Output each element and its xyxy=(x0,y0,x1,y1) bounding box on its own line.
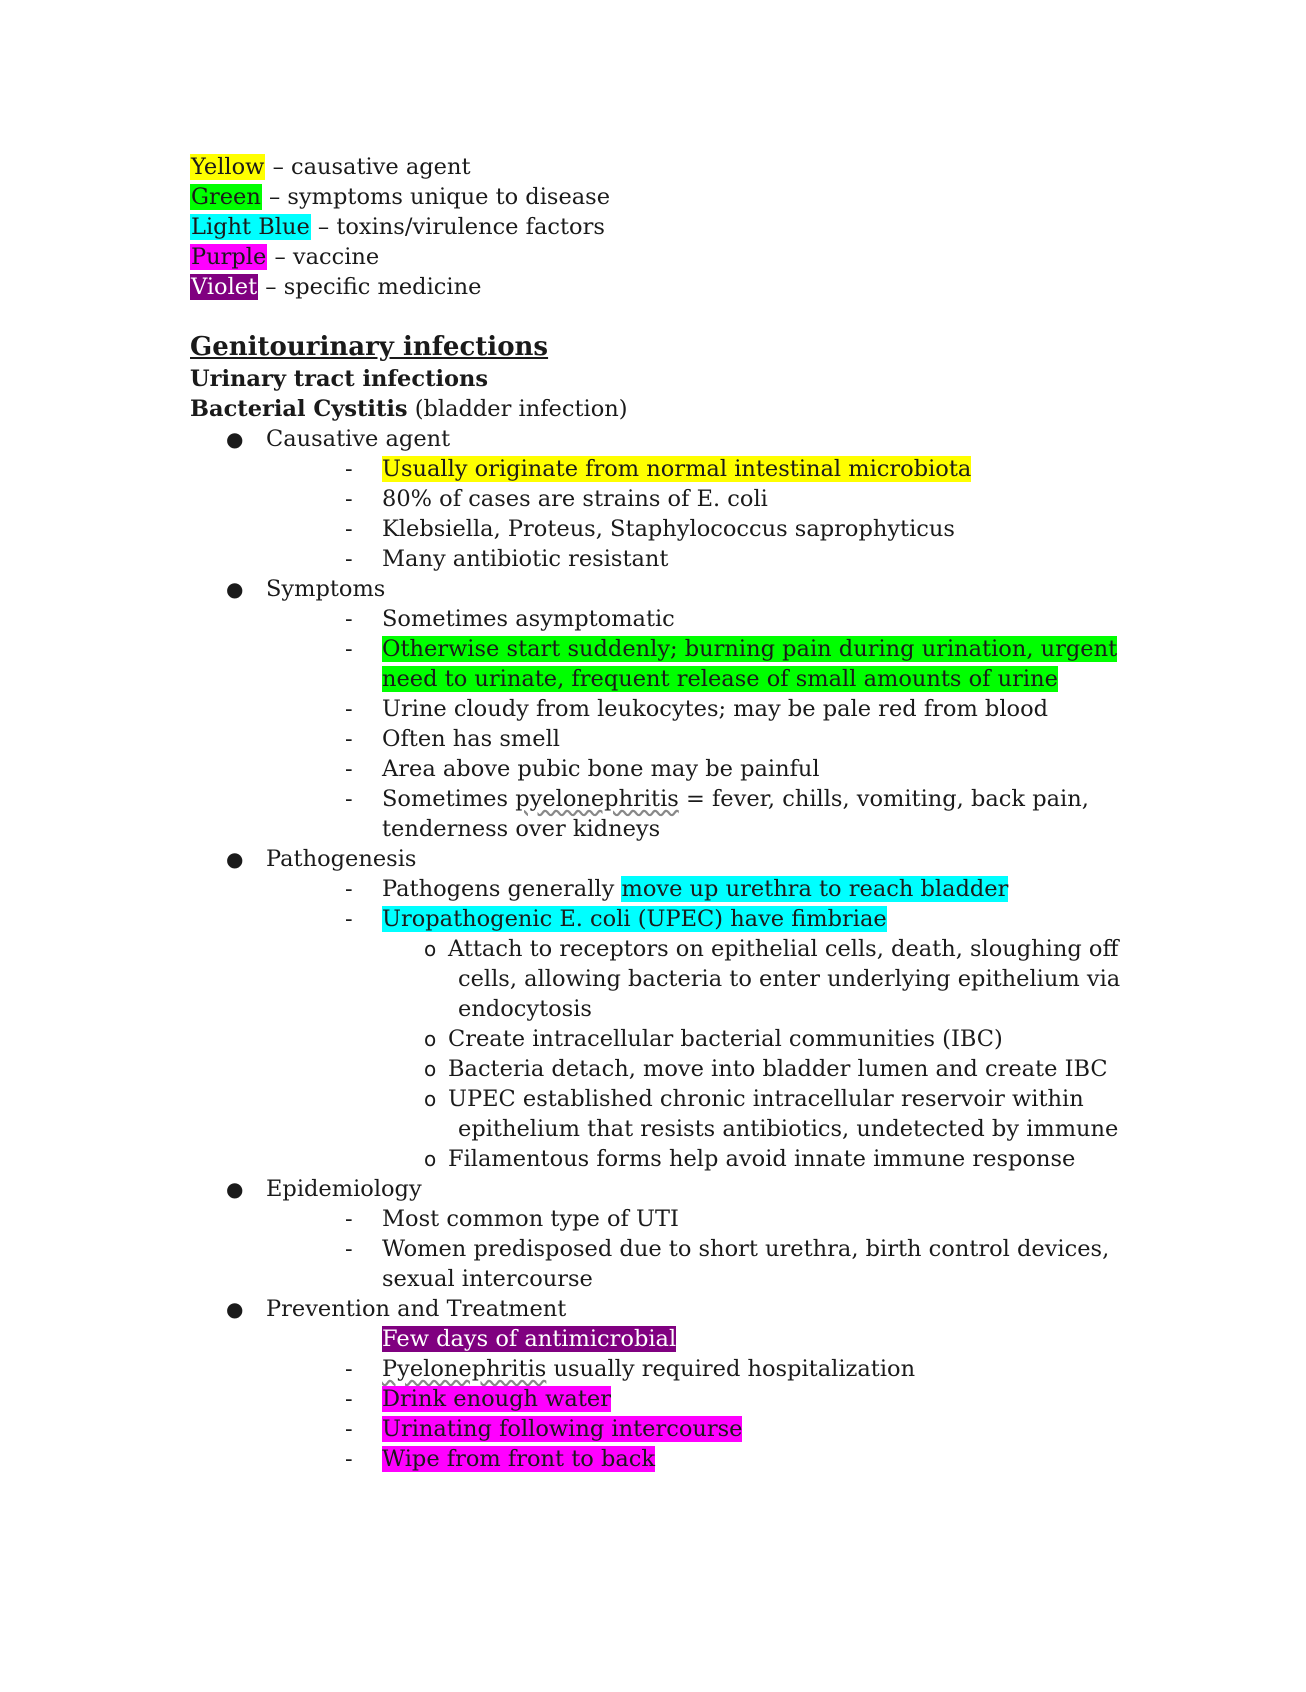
list-item xyxy=(190,1414,1190,1444)
list-item xyxy=(190,694,1190,724)
list-item xyxy=(190,754,1190,784)
subsection-heading: Urinary tract infections xyxy=(190,366,489,392)
list-item xyxy=(190,1204,1190,1234)
list-item-continued xyxy=(190,814,1190,844)
item-text: epithelium that resists antibiotics, undetected by immune xyxy=(458,1116,1119,1142)
highlight-prevention: Urinating following intercourse xyxy=(382,1416,743,1442)
bullet-causative-agent xyxy=(190,424,1190,454)
sub-list-item-continued xyxy=(190,994,1190,1024)
legend-row-violet xyxy=(190,272,1190,302)
list-item xyxy=(190,874,1190,904)
list-item-continued xyxy=(190,1264,1190,1294)
dash-icon: - xyxy=(345,606,353,632)
dash-icon: - xyxy=(345,876,353,902)
topic-note: (bladder infection) xyxy=(407,396,628,422)
bullet-label: Prevention and Treatment xyxy=(266,1296,567,1322)
legend-swatch-green: Green xyxy=(191,184,261,210)
item-text: Klebsiella, Proteus, Staphylococcus saprophyticus xyxy=(382,516,955,542)
item-text: Urine cloudy from leukocytes; may be pale red from blood xyxy=(382,696,1049,722)
item-text: Women predisposed due to short urethra, birth control devices, xyxy=(382,1236,1110,1262)
topic-heading xyxy=(190,394,1190,424)
dash-icon: - xyxy=(345,906,353,932)
item-text: Often has smell xyxy=(382,726,560,752)
legend-swatch-violet: Violet xyxy=(191,274,258,300)
dash-icon: - xyxy=(345,1416,353,1442)
legend-row-lightblue xyxy=(190,212,1190,242)
bullet-pathogenesis xyxy=(190,844,1190,874)
legend-row-purple xyxy=(190,242,1190,272)
highlight-causative: Usually originate from normal intestinal microbiota xyxy=(382,456,972,482)
bullet-icon: ● xyxy=(226,427,244,451)
legend-row-green xyxy=(190,182,1190,212)
list-item xyxy=(190,1354,1190,1384)
legend-swatch-purple: Purple xyxy=(191,244,267,270)
legend-swatch-yellow: Yellow xyxy=(191,154,265,180)
list-item xyxy=(190,724,1190,754)
list-item xyxy=(190,784,1190,814)
highlight-prevention: Wipe from front to back xyxy=(382,1446,656,1472)
section-heading: Genitourinary infections xyxy=(190,332,549,362)
highlight-prevention: Drink enough water xyxy=(382,1386,611,1412)
dash-icon: - xyxy=(345,726,353,752)
item-text: Sometimes xyxy=(382,786,516,812)
sub-list-item xyxy=(190,1024,1190,1054)
bullet-label: Pathogenesis xyxy=(266,846,417,872)
dash-icon: - xyxy=(345,546,353,572)
highlight-medicine: Few days of antimicrobial xyxy=(382,1326,677,1352)
dash-icon: - xyxy=(345,1206,353,1232)
topic-title: Bacterial Cystitis xyxy=(190,396,408,422)
circle-bullet-icon: o xyxy=(424,1057,437,1081)
item-text: Create intracellular bacterial communities (IBC) xyxy=(448,1026,1003,1052)
list-item xyxy=(190,454,1190,484)
item-text: Area above pubic bone may be painful xyxy=(382,756,820,782)
item-text: Attach to receptors on epithelial cells, death, sloughing off xyxy=(448,936,1119,962)
bullet-icon: ● xyxy=(226,847,244,871)
highlight-symptom: Otherwise start suddenly; burning pain during urination, urgent xyxy=(382,636,1118,662)
list-item xyxy=(190,484,1190,514)
list-item xyxy=(190,514,1190,544)
dash-icon: - xyxy=(345,696,353,722)
sub-list-item-continued xyxy=(190,964,1190,994)
legend-desc: – vaccine xyxy=(267,244,380,270)
list-item xyxy=(190,1384,1190,1414)
bullet-epidemiology xyxy=(190,1174,1190,1204)
item-text: Filamentous forms help avoid innate immune response xyxy=(448,1146,1076,1172)
bullet-icon: ● xyxy=(226,1177,244,1201)
circle-bullet-icon: o xyxy=(424,1087,437,1111)
list-item xyxy=(190,1324,1190,1354)
list-item-continued xyxy=(190,664,1190,694)
sub-list-item xyxy=(190,934,1190,964)
circle-bullet-icon: o xyxy=(424,937,437,961)
bullet-icon: ● xyxy=(226,577,244,601)
dash-icon: - xyxy=(345,1446,353,1472)
sub-list-item-continued xyxy=(190,1114,1190,1144)
dash-icon: - xyxy=(345,516,353,542)
item-text: Pathogens generally xyxy=(382,876,622,902)
item-text: Bacteria detach, move into bladder lumen and create IBC xyxy=(448,1056,1108,1082)
list-item xyxy=(190,1234,1190,1264)
highlight-symptom: need to urinate, frequent release of small amounts of urine xyxy=(382,666,1058,692)
spacer xyxy=(190,302,1190,330)
spellcheck-word: Pyelonephritis xyxy=(382,1356,547,1382)
circle-bullet-icon: o xyxy=(424,1147,437,1171)
dash-icon: - xyxy=(345,1386,353,1412)
dash-icon: - xyxy=(345,786,353,812)
list-item xyxy=(190,1444,1190,1474)
legend-row-yellow xyxy=(190,152,1190,182)
item-text: Sometimes asymptomatic xyxy=(382,606,675,632)
item-text: UPEC established chronic intracellular reservoir within xyxy=(448,1086,1084,1112)
dash-icon: - xyxy=(345,456,353,482)
dash-icon: - xyxy=(345,636,353,662)
item-text: sexual intercourse xyxy=(382,1266,593,1292)
list-item xyxy=(190,604,1190,634)
item-text: = fever, chills, vomiting, back pain, xyxy=(678,786,1089,812)
bullet-label: Causative agent xyxy=(266,426,451,452)
item-text: endocytosis xyxy=(458,996,592,1022)
legend-desc: – specific medicine xyxy=(258,274,482,300)
item-text: Many antibiotic resistant xyxy=(382,546,669,572)
dash-icon: - xyxy=(345,1356,353,1382)
dash-icon: - xyxy=(345,486,353,512)
circle-bullet-icon: o xyxy=(424,1027,437,1051)
list-item xyxy=(190,904,1190,934)
legend-desc: – symptoms unique to disease xyxy=(261,184,611,210)
sub-list-item xyxy=(190,1054,1190,1084)
sub-list-item xyxy=(190,1084,1190,1114)
legend-swatch-lightblue: Light Blue xyxy=(191,214,310,240)
item-text: usually required hospitalization xyxy=(546,1356,916,1382)
highlight-virulence: Uropathogenic E. coli (UPEC) have fimbriae xyxy=(382,906,887,932)
item-text: Most common type of UTI xyxy=(382,1206,679,1232)
item-text: tenderness over kidneys xyxy=(382,816,661,842)
item-text: 80% of cases are strains of E. coli xyxy=(382,486,768,512)
legend-desc: – causative agent xyxy=(265,154,471,180)
bullet-prevention-treatment xyxy=(190,1294,1190,1324)
list-item xyxy=(190,634,1190,664)
highlight-virulence: move up urethra to reach bladder xyxy=(621,876,1009,902)
item-text: cells, allowing bacteria to enter underlying epithelium via xyxy=(458,966,1121,992)
bullet-label: Epidemiology xyxy=(266,1176,422,1202)
document-page xyxy=(190,152,1190,1474)
bullet-label: Symptoms xyxy=(266,576,386,602)
bullet-symptoms xyxy=(190,574,1190,604)
spellcheck-word: pyelonephritis xyxy=(515,786,679,812)
legend-desc: – toxins/virulence factors xyxy=(310,214,605,240)
sub-list-item xyxy=(190,1144,1190,1174)
bullet-icon: ● xyxy=(226,1297,244,1321)
color-legend xyxy=(190,152,1190,302)
dash-icon: - xyxy=(345,1236,353,1262)
list-item xyxy=(190,544,1190,574)
dash-icon: - xyxy=(345,756,353,782)
